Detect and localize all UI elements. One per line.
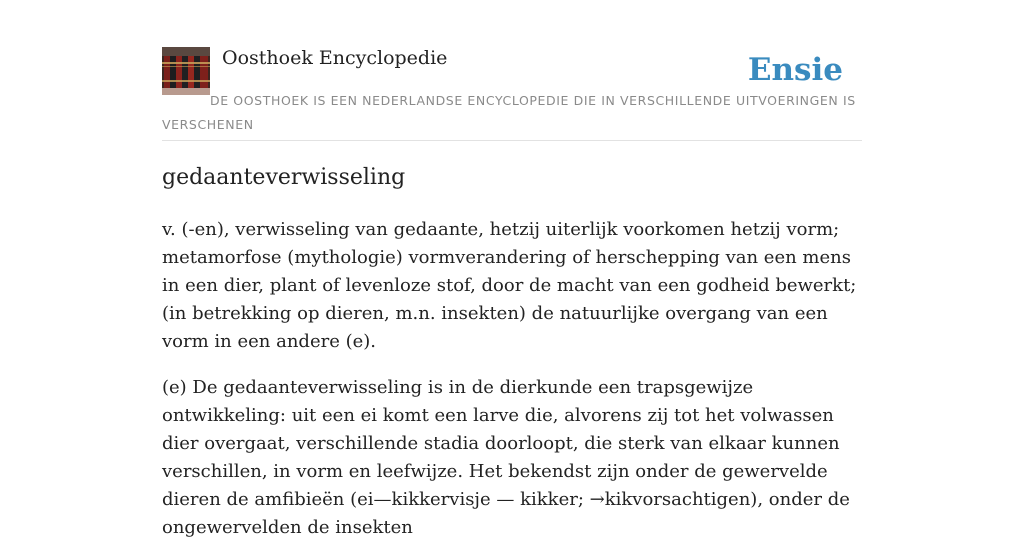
article-title: gedaanteverwisseling — [162, 165, 406, 190]
avatar[interactable] — [162, 47, 210, 95]
ensie-logo[interactable]: Ensie — [747, 52, 843, 88]
article-body — [162, 216, 862, 560]
article-paragraph: v. (-en), verwisseling van gedaante, hetzij uiterlijk voorkomen hetzij vorm; metamorfose (mythologie) vormverandering of herschepping van een mens in een dier, plant of levenloze stof, door de macht van een godheid bewerkt; (in betrekking op dieren, m.n. insekten) de natuurlijke overgang van een vorm in een andere (e). — [162, 219, 857, 352]
encyclopedia-books-icon — [162, 47, 210, 95]
source-description: DE OOSTHOEK IS EEN NEDERLANDSE ENCYCLOPEDIE DIE IN VERSCHILLENDE UITVOERINGEN IS VERSCHENEN — [162, 93, 856, 132]
source-header — [162, 46, 862, 141]
article-paragraph: (e) De gedaanteverwisseling is in de dierkunde een trapsgewijze ontwikkeling: uit een ei komt een larve die, alvorens zij tot het volwassen dier overgaat, verschillende stadia doorloopt, die sterk van elkaar kunnen verschillen, in vorm en leefwijze. Het bekendst zijn onder de gewervelde dieren de amfibieën (ei—kikkervisje — kikker; →kikvorsachtigen), onder de ongewervelden de insekten — [162, 377, 850, 538]
source-name-link[interactable]: Oosthoek Encyclopedie — [222, 47, 448, 69]
